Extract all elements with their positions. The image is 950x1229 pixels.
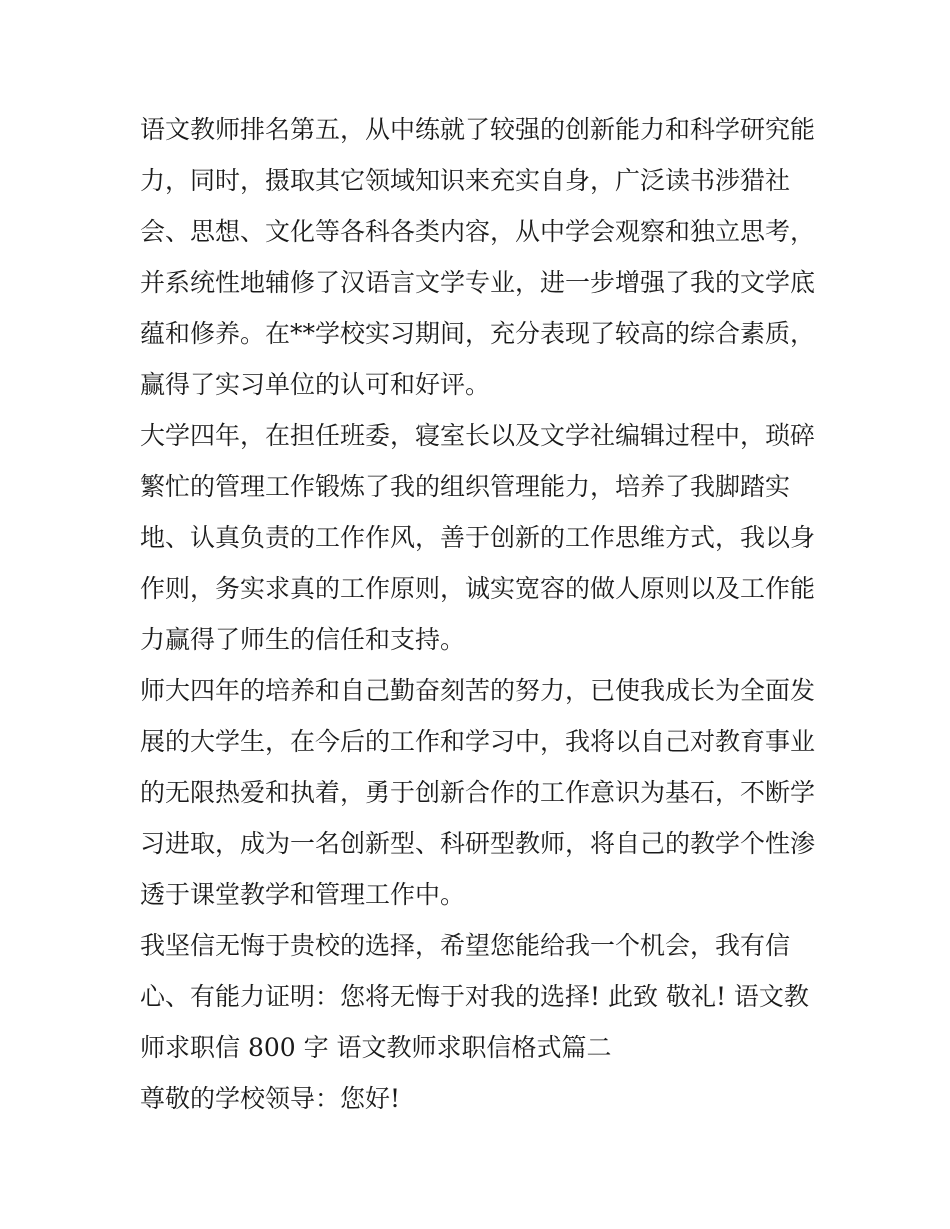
text-line: 的无限热爱和执着，勇于创新合作的工作意识为基石，不断学 — [140, 778, 816, 807]
text-line: 尊敬的学校领导：您好! — [140, 1084, 401, 1113]
text-line: 透于课堂教学和管理工作中。 — [140, 880, 466, 909]
text-line: 会、思想、文化等各科各类内容，从中学会观察和独立思考， — [140, 217, 816, 246]
text-line: 我坚信无悔于贵校的选择，希望您能给我一个机会，我有信 — [140, 931, 791, 960]
text-line: 赢得了实习单位的认可和好评。 — [140, 370, 491, 399]
body-text — [140, 104, 820, 1124]
text-line: 力，同时，摄取其它领域知识来充实自身，广泛读书涉猎社 — [140, 166, 791, 195]
text-line: 繁忙的管理工作锻炼了我的组织管理能力，培养了我脚踏实 — [140, 472, 791, 501]
text-line: 语文教师排名第五，从中练就了较强的创新能力和科学研究能 — [140, 115, 816, 144]
text-line: 作则，务实求真的工作原则，诚实宽容的做人原则以及工作能 — [140, 574, 816, 603]
text-line: 力赢得了师生的信任和支持。 — [140, 625, 466, 654]
text-line: 心、有能力证明：您将无悔于对我的选择! 此致 敬礼! 语文教 — [140, 982, 809, 1011]
text-line: 地、认真负责的工作作风，善于创新的工作思维方式，我以身 — [140, 523, 816, 552]
text-line: 展的大学生，在今后的工作和学习中，我将以自己对教育事业 — [140, 727, 816, 756]
text-line: 并系统性地辅修了汉语言文学专业，进一步增强了我的文学底 — [140, 268, 816, 297]
text-line: 大学四年，在担任班委，寝室长以及文学社编辑过程中，琐碎 — [140, 421, 816, 450]
text-line: 师大四年的培养和自己勤奋刻苦的努力，已使我成长为全面发 — [140, 676, 816, 705]
text-line: 师求职信 800 字 语文教师求职信格式篇二 — [140, 1033, 612, 1062]
text-line: 习进取，成为一名创新型、科研型教师，将自己的教学个性渗 — [140, 829, 816, 858]
text-line: 蕴和修养。在**学校实习期间，充分表现了较高的综合素质， — [140, 319, 816, 348]
